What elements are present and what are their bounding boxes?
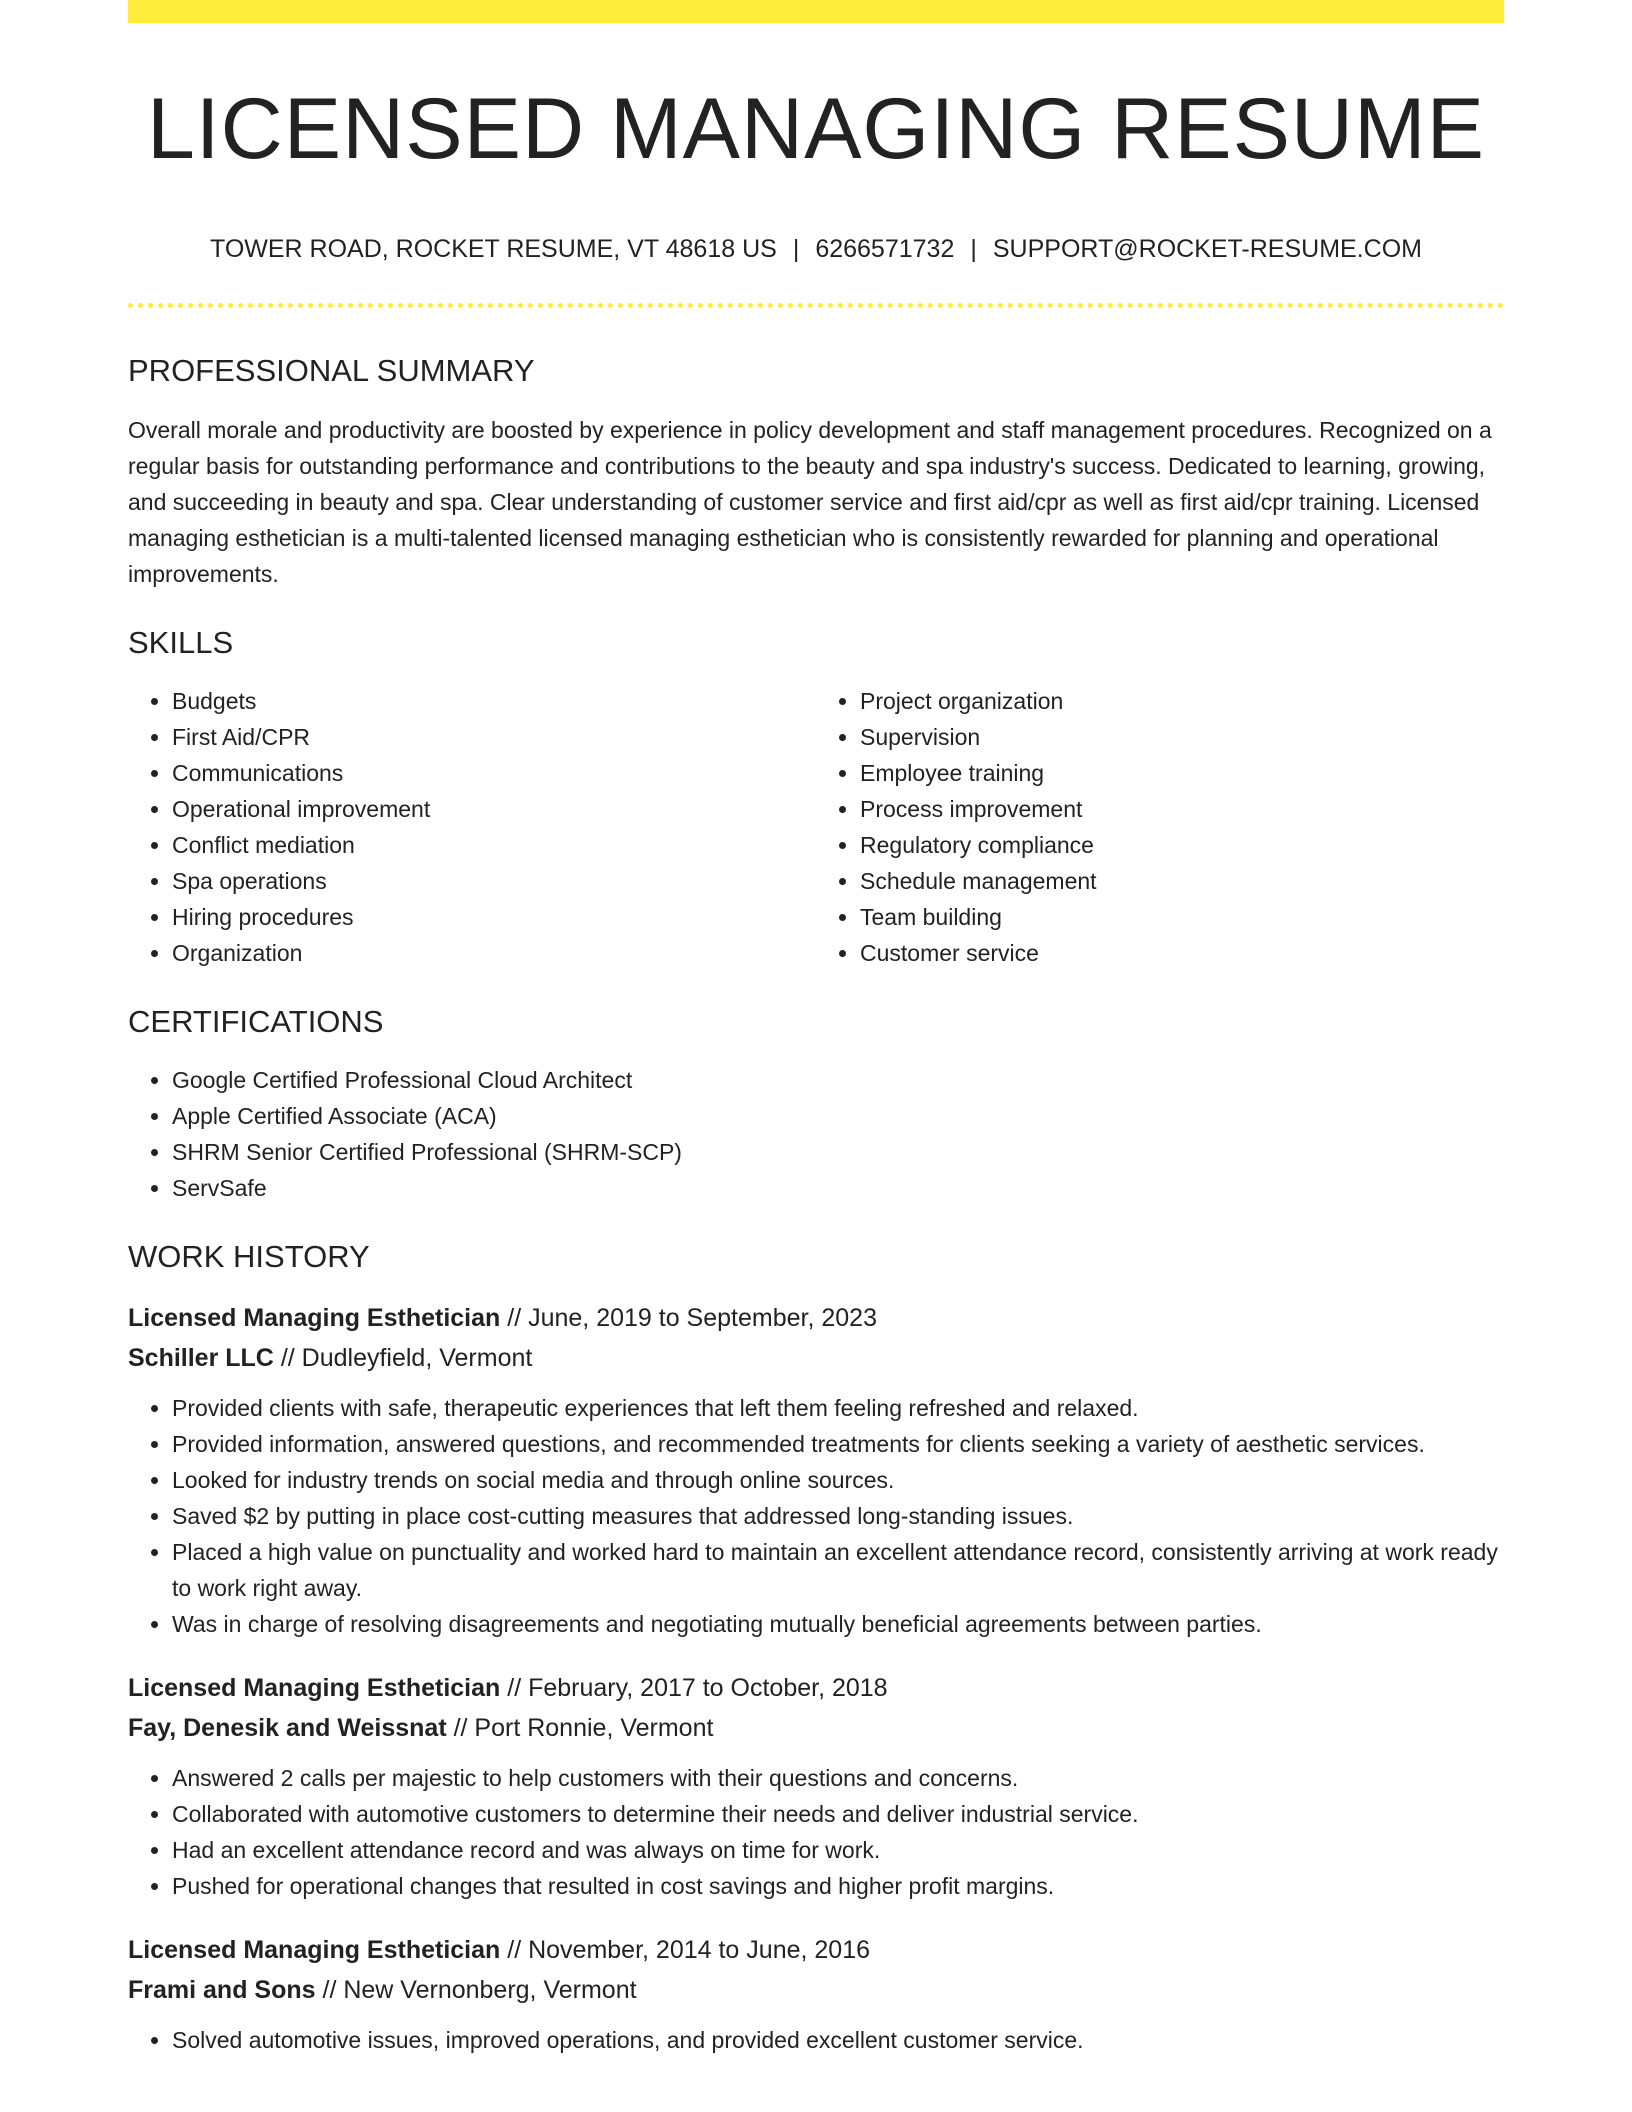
work-history-heading: WORK HISTORY bbox=[128, 1239, 370, 1274]
job-company-line bbox=[128, 1338, 1504, 1378]
certifications-heading: CERTIFICATIONS bbox=[128, 1004, 384, 1039]
skill-item: • Hiring procedures bbox=[172, 899, 816, 935]
contact-address: TOWER ROAD, ROCKET RESUME, VT 48618 US bbox=[210, 235, 777, 263]
skills-heading: SKILLS bbox=[128, 625, 234, 660]
certification-item: • Apple Certified Associate (ACA) bbox=[172, 1098, 1504, 1134]
job-role: Licensed Managing Esthetician bbox=[128, 1936, 501, 1964]
job-bullets bbox=[128, 1390, 1504, 1642]
job-bullet: • Solved automotive issues, improved operations, and provided excellent customer service. bbox=[172, 2022, 1504, 2058]
dotted-divider bbox=[128, 303, 1504, 308]
resume-page bbox=[128, 0, 1504, 2058]
contact-email: SUPPORT@ROCKET-RESUME.COM bbox=[992, 235, 1422, 263]
skills-column-left bbox=[128, 683, 816, 971]
job-dates: // February, 2017 to October, 2018 bbox=[500, 1674, 888, 1702]
job-dates: // November, 2014 to June, 2016 bbox=[500, 1936, 871, 1964]
skill-item: • Process improvement bbox=[860, 791, 1504, 827]
skills-list bbox=[128, 683, 1504, 971]
skill-item: • Communications bbox=[172, 755, 816, 791]
job-bullets bbox=[128, 2022, 1504, 2058]
job-company-line bbox=[128, 1970, 1504, 2010]
top-accent-bar bbox=[128, 0, 1504, 23]
skills-column-right bbox=[816, 683, 1504, 971]
skill-item: • Supervision bbox=[860, 719, 1504, 755]
certification-item: • SHRM Senior Certified Professional (SHRM-SCP) bbox=[172, 1134, 1504, 1170]
job-company: Schiller LLC bbox=[128, 1344, 274, 1372]
contact-separator: | bbox=[970, 235, 977, 263]
contact-separator: | bbox=[792, 235, 800, 263]
job-entry bbox=[128, 1930, 1504, 2058]
job-bullet: • Collaborated with automotive customers to determine their needs and deliver industrial service. bbox=[172, 1796, 1504, 1832]
skill-item: • Employee training bbox=[860, 755, 1504, 791]
skill-item: • Team building bbox=[860, 899, 1504, 935]
job-location: // Port Ronnie, Vermont bbox=[446, 1714, 714, 1742]
resume-title: LICENSED MANAGING RESUME bbox=[146, 81, 1486, 177]
job-role-line bbox=[128, 1298, 1504, 1338]
skill-item: • Regulatory compliance bbox=[860, 827, 1504, 863]
job-location: // Dudleyfield, Vermont bbox=[273, 1344, 533, 1372]
job-entry bbox=[128, 1668, 1504, 1904]
job-company: Fay, Denesik and Weissnat bbox=[128, 1714, 447, 1742]
job-bullet: • Had an excellent attendance record and was always on time for work. bbox=[172, 1832, 1504, 1868]
skill-item: • Spa operations bbox=[172, 863, 816, 899]
job-entry bbox=[128, 1298, 1504, 1642]
skill-item: • Budgets bbox=[172, 683, 816, 719]
job-bullet: • Answered 2 calls per majestic to help customers with their questions and concerns. bbox=[172, 1760, 1504, 1796]
skill-item: • Conflict mediation bbox=[172, 827, 816, 863]
skill-item: • Organization bbox=[172, 935, 816, 971]
job-role: Licensed Managing Esthetician bbox=[128, 1304, 501, 1332]
skill-item: • Customer service bbox=[860, 935, 1504, 971]
contact-line bbox=[128, 237, 1504, 262]
summary-text: Overall morale and productivity are boosted by experience in policy development and staff management procedures. Recognized on a regular basis for outstanding performance and contributions to the beauty and spa industry's success. Dedicated to learning, growing, and succeeding in beauty and spa. Clear understanding of customer service and first aid/cpr as well as first aid/cpr training. Licensed managing esthetician is a multi-talented licensed managing esthetician who is consistently rewarded for planning and operational improvements. bbox=[128, 417, 1492, 587]
certifications-list bbox=[128, 1062, 1504, 1206]
job-bullet: • Provided information, answered questions, and recommended treatments for clients seeking a variety of aesthetic services. bbox=[172, 1426, 1504, 1462]
summary-heading: PROFESSIONAL SUMMARY bbox=[128, 353, 535, 388]
job-dates: // June, 2019 to September, 2023 bbox=[500, 1304, 877, 1332]
job-role-line bbox=[128, 1930, 1504, 1970]
certification-item: • ServSafe bbox=[172, 1170, 1504, 1206]
job-bullet: • Provided clients with safe, therapeutic experiences that left them feeling refreshed and relaxed. bbox=[172, 1390, 1504, 1426]
skill-item: • Project organization bbox=[860, 683, 1504, 719]
job-role-line bbox=[128, 1668, 1504, 1708]
job-bullet: • Pushed for operational changes that resulted in cost savings and higher profit margins. bbox=[172, 1868, 1504, 1904]
job-bullet: • Placed a high value on punctuality and worked hard to maintain an excellent attendance record, consistently arriving at work ready to work right away. bbox=[172, 1534, 1504, 1606]
job-bullet: • Was in charge of resolving disagreements and negotiating mutually beneficial agreements between parties. bbox=[172, 1606, 1504, 1642]
job-role: Licensed Managing Esthetician bbox=[128, 1674, 501, 1702]
skill-item: • Schedule management bbox=[860, 863, 1504, 899]
skill-item: • First Aid/CPR bbox=[172, 719, 816, 755]
contact-phone: 6266571732 bbox=[815, 235, 955, 263]
job-bullets bbox=[128, 1760, 1504, 1904]
skill-item: • Operational improvement bbox=[172, 791, 816, 827]
job-company-line bbox=[128, 1708, 1504, 1748]
job-bullet: • Looked for industry trends on social media and through online sources. bbox=[172, 1462, 1504, 1498]
job-bullet: • Saved $2 by putting in place cost-cutting measures that addressed long-standing issues. bbox=[172, 1498, 1504, 1534]
certification-item: • Google Certified Professional Cloud Architect bbox=[172, 1062, 1504, 1098]
job-location: // New Vernonberg, Vermont bbox=[315, 1976, 637, 2004]
job-company: Frami and Sons bbox=[128, 1976, 316, 2004]
